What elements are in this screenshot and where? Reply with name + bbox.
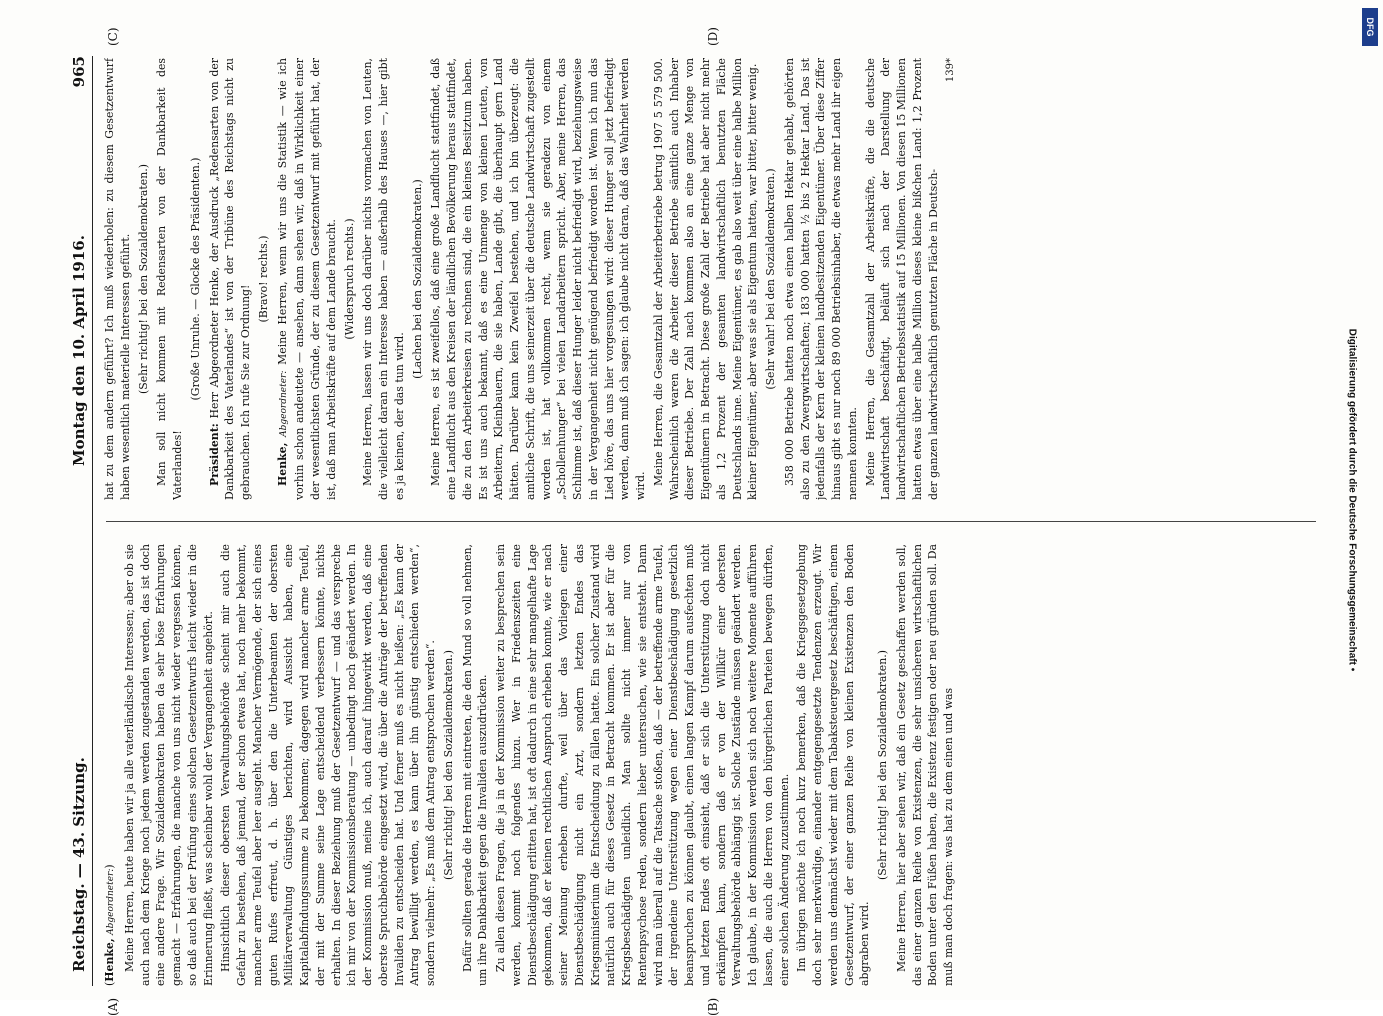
speaker-2-role: Abgeordneter: [278,370,289,437]
left-remark-1: (Sehr richtig! bei den Sozialdemokraten.) [441,650,455,880]
speaker-role: Abgeordneter: [106,868,116,935]
left-paragraph-4: Zu allen diesen Fragen, die ja in der Kommission weiter zu besprechen sein werden, kommt noch folgendes hinzu. Wer in Friedenszeiten eine Dienstbeschädigung erlitten hat, ist oft dadurch in eine sehr mangelhafte Lage gekommen, daß er keinen rechtlichen Anspruch erheben konnte, wie er nach seiner Meinung erheben durfte, weil über das Vorliegen einer Dienstbeschädigung nicht ein Arzt, sondern letzten Endes das Kriegsministerium die Entscheidung zu fällen hatte. Ein solcher Zustand wird natürlich auch für dieses Gesetz in Betracht kommen. Er ist aber für die Kriegsbeschädigten unleidlich. Man sollte nicht immer nur von Rentenpsychose reden, sondern lieber untersuchen, wie sie entsteht. Dann wird man überall auf die Tatsache stoßen, daß — der betreffende arme Teufel, der irgendeine Unterstützung wegen einer Dienstbeschädigung gesetzlich beanspruchen zu können glaubt, einen langen Kampf darum ausfechten muß und letzten Endes oft einsieht, daß er sich die Unterstützung doch nicht erkämpfen kann, sondern daß er von der Willkür einer obersten Verwaltungsbehörde abhängig ist. Solche Zustände müssen geändert werden. Ich glaube, in der Kommission werden sich noch weitere Momente aufführen lassen, die auch die Herren von den bürgerlichen Parteien bewegen dürften, einer solchen Änderung zuzustimmen. [494,544,791,986]
right-paragraph-3: Meine Herren, wenn wir uns die Statistik — wie ich vorhin schon andeutete — ansehen, dann sehen wir, daß in Wirklichkeit einer der wesentlichsten Gründe, der zu diesem Gesetzentwurf mit geführt hat, der ist, daß man Arbeitskräfte auf dem Lande braucht. [275,58,338,500]
digitization-note-text: Digitalisierung gefördert durch die Deutsche Forschungsgemeinschaft • [1346,328,1358,672]
speaker-2-name: Henke, [275,442,289,486]
left-paragraph-1: Meine Herren, heute haben wir ja alle vaterländische Interessen; aber ob sie auch nach dem Kriege noch jedem werden zugestanden werden, das ist doch eine andere Frage. Wir Sozialdemokraten haben da sehr böse Erfahrungen gemacht — Erfahrungen, die manche von uns nicht wieder vergessen können, so daß auch bei der Prüfung eines solchen Gesetzentwurfs leicht wieder in die Erinnerung fließt, was scheinbar wohl der Vergangenheit angehört. [122,544,215,986]
margin-mark-b: (B) [706,997,720,1016]
speaker-line: (Henke, Abgeordneter:) [103,864,116,986]
right-remark-6: (Sehr wahr! bei den Sozialdemokraten.) [764,168,777,390]
left-paragraph-3: Dafür sollten gerade die Herren mit eintreten, die den Mund so voll nehmen, um ihre Dankbarkeit gegen die Invaliden auszudrücken. [460,544,490,986]
rotated-page-content [66,27,1328,1016]
president-statement [207,58,254,500]
right-remark-2: (Große Unruhe. — Glocke des Präsidenten.) [188,157,202,401]
right-paragraph-2: Man soll nicht kommen mit Redensarten von der Dankbarkeit des Vaterlandes! [155,58,184,500]
right-paragraph-7: 358 000 Betriebe hatten noch etwa einen halben Hektar gehabt, gehörten also zu den Zwergwirtschaften; 183 000 hatten ½ bis 2 Hektar Land. Das ist jedenfalls der Kern der kleinen landbesitzenden Eigentümer. Über diese Ziffer hinaus gibt es nur noch 89 000 Betriebsinhaber, die etwas mehr Land ihr eigen nennen konnten. [782,58,859,500]
header-date: Montag den 10. April 1916. [70,235,88,466]
right-paragraph-8: Meine Herren, die Gesamtzahl der Arbeitskräfte, die die deutsche Landwirtschaft beschäftigt, beläuft sich nach der Darstellung der landwirtschaftlichen Betriebsstatistik auf 15 Millionen. Von diesen 15 Millionen hatten etwas über eine halbe Million dieses kleine bißchen Land: 1,2 Prozent der ganzen landwirtschaftlich genutzten Fläche in Deutsch- [863,58,940,500]
header-rule [92,56,93,986]
header-page-number: 965 [70,56,88,88]
right-paragraph-5: Meine Herren, es ist zweifellos, daß eine große Landflucht stattfindet, daß eine Landflucht aus den Kreisen der ländlichen Bevölkerung heraus stattfindet, die zu den Arbeiterkreisen zu rechnen sind, die ein kleines Besitztum haben. Es ist uns auch bekannt, daß es eine Unmenge von kleinen Leuten, von Arbeitern, Kleinbauern, die sie haben, Lande gibt, die überhaupt gern Land hätten. Darüber kann kein Zweifel bestehen, und ich bin überzeugt: die amtliche Schrift, die uns seinerzeit über die deutsche Landwirtschaft zugestellt worden ist, hat vollkommen recht, wenn sie geradezu von einem „Schollenhunger“ bei vielen Landarbeitern spricht. Aber, meine Herren, das Schlimme ist, daß dieser Hunger leider nicht befriedigt wird, beziehungsweise in der Vergangenheit nicht genügend befriedigt worden ist. Wenn ich nun das Lied höre, das uns hier vorgesungen wird: dieser Hunger soll jetzt befriedigt werden, dann muß ich sagen: ich glaube nicht daran, daß das Wahrheit werden wird. [429,58,647,500]
margin-mark-a: (A) [106,997,120,1016]
president-text: Herr Abgeordneter Henke, der Ausdruck „Redensarten von der Dankbarkeit des Vaterlandes“ ist von der Tribüne des Reichstags nicht zu gebrauchen. Ich rufe Sie zur Ordnung! [207,58,252,500]
column-divider [106,521,1316,522]
header-session: Reichstag. — 43. Sitzung. [70,757,88,972]
dfg-logo [1362,8,1378,46]
right-remark-4: (Widerspruch rechts.) [342,218,356,340]
dfg-logo-text: DFG [1365,17,1375,37]
speaker-2-statement [275,58,340,500]
right-remark-3: (Bravo! rechts.) [256,235,270,323]
speaker-name: Henke, [103,938,116,982]
signature-mark: 139* [945,58,957,83]
right-paragraph-1: hat zu dem andern geführt? Ich muß wiederholen: zu diesem Gesetzentwurf haben wesentlich materielle Interessen geführt. [103,58,132,500]
margin-mark-d: (D) [706,27,720,46]
president-label: Präsident: [207,423,221,486]
left-paragraph-6: Meine Herren, hier aber sehen wir, daß ein Gesetz geschaffen werden soll, das einer ganzen Reihe von Existenzen, die sehr unsicheren wirtschaftlichen Boden unter den Füßen haben, die Existenz festigen oder neu gründen soll. Da muß man doch fragen: was hat zu dem einen und was [894,544,955,986]
left-column [102,544,1320,986]
right-remark-5: (Lachen bei den Sozialdemokraten.) [410,179,424,379]
left-paragraph-5: Im übrigen möchte ich noch kurz bemerken, daß die Kriegsgesetzgebung doch sehr merkwürdige, einander entgegengesetzte Tendenzen erzeugt. Wir werden uns demnächst wieder mit dem Tabaksteuergesetz beschäftigen, einem Gesetzentwurf, der einer ganzen Reihe von kleinen Existenzen den Boden abgraben wird. [795,544,872,986]
left-remark-2: (Sehr richtig! bei den Sozialdemokraten.) [876,650,889,880]
right-column [102,58,1320,500]
left-paragraph-2: Hinsichtlich dieser obersten Verwaltungsbehörde scheint mir auch die Gefahr zu bestehen, daß jemand, der schon etwas hat, noch mehr bekommt, mancher arme Teufel aber leer ausgeht. Mancher Vermögende, der sich eines guten Rufes erfreut, d. h. über den die Unterbeamten der obersten Militärverwaltung Günstiges berichten, wird Aussicht haben, eine Kapitalabfindungssumme zu bekommen; dagegen wird mancher arme Teufel, der mit der Summe seine Lage entscheidend verbessern könnte, nichts erhalten. In dieser Beziehung muß der Gesetzentwurf — und das verspreche ich mir von der Kommissionsberatung — unbedingt noch geändert werden. In der Kommission muß, meine ich, auch darauf hingewirkt werden, daß eine oberste Spruchbehörde eingesetzt wird, die über die Anträge der betreffenden Invaliden zu entscheiden hat. Und ferner muß es nicht heißen: „Es kann der Antrag bewilligt werden, es kann über ihn günstig entschieden werden“, sondern vielmehr: „Es muß dem Antrag entsprochen werden“. [219,544,437,986]
right-remark-1: (Sehr richtig! bei den Sozialdemokraten.) [136,164,150,394]
right-paragraph-6: Meine Herren, die Gesamtzahl der Arbeiterbetriebe betrug 1907 5 579 500. Wahrscheinlich waren die Arbeiter dieser Betriebe sämtlich auch Inhaber dieser Betriebe. Der Zahl nach kommen also an eine ganze Menge von Eigentümern in Betracht. Diese große Zahl der Betriebe hat aber nicht mehr als 1,2 Prozent der gesamten landwirtschaftlich benutzten Fläche Deutschlands inne. Meine Eigentümer, es gab also weit über eine halbe Million kleiner Eigentümer, aber was sie als Eigentum hatten, war bitter, bitter wenig. [651,58,760,500]
right-paragraph-4: Meine Herren, lassen wir uns doch darüber nichts vormachen von Leuten, die vielleicht daran ein Interesse haben — außerhalb des Hauses —, hier gibt es ja keinen, der das tun wird. [361,58,406,500]
margin-mark-c: (C) [106,27,120,46]
